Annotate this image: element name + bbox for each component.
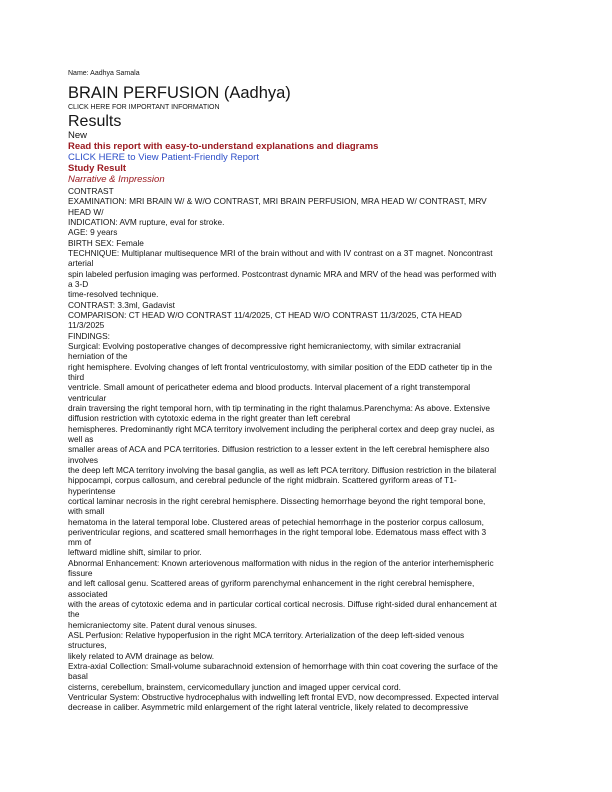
report-line: TECHNIQUE: Multiplanar multisequence MRI of the brain without and with IV contrast on a 3T magnet. Noncontrast	[68, 247, 493, 258]
report-line: Extra-axial Collection: Small-volume subarachnoid extension of hemorrhage with thin coat covering the surface of the	[68, 661, 498, 672]
report-line: periventricular regions, and scattered small hemorrhages in the right temporal lobe. Edematous mass effect with 3	[68, 526, 487, 537]
study-result-heading: Study Result	[68, 163, 127, 174]
report-line: Surgical: Evolving postoperative changes of decompressive right hemicraniectomy, with similar extracranial	[68, 340, 461, 351]
report-line: a 3-D	[68, 278, 89, 289]
report-line: hematoma in the lateral temporal lobe. Clustered areas of petechial hemorrhage in the posterior corpus callosum,	[68, 516, 484, 527]
report-line: Abnormal Enhancement: Known arteriovenous malformation with nidus in the region of the anterior interhemispheric	[68, 557, 494, 568]
report-line: basal	[68, 671, 88, 682]
report-line: ASL Perfusion: Relative hypoperfusion in the right MCA territory. Arterialization of the deep left-sided venous	[68, 630, 465, 641]
report-line: spin labeled perfusion imaging was performed. Postcontrast dynamic MRA and MRV of the head was performed with	[68, 268, 497, 279]
patient-friendly-banner: Read this report with easy-to-understand explanations and diagrams	[68, 141, 379, 152]
report-line: structures,	[68, 640, 107, 651]
report-line: AGE: 9 years	[68, 227, 118, 238]
report-line: fissure	[68, 568, 93, 579]
report-line: hemispheres. Predominantly right MCA territory involvement including the peripheral cortex and deep gray nuclei, as	[68, 423, 495, 434]
report-title: BRAIN PERFUSION (Aadhya)	[68, 84, 291, 102]
report-line: involves	[68, 454, 98, 465]
results-heading: Results	[68, 113, 122, 130]
report-line: hippocampi, corpus callosum, and cerebral peduncle of the right midbrain. Scattered gyriform areas of T1-	[68, 475, 457, 486]
result-meta-block	[68, 130, 564, 185]
report-line: arterial	[68, 258, 94, 269]
status-badge: New	[68, 130, 88, 141]
report-content	[68, 70, 564, 713]
report-line: time-resolved technique.	[68, 289, 159, 300]
report-line: ventricular	[68, 392, 107, 403]
report-line: herniation of the	[68, 351, 128, 362]
report-line: with the areas of cytotoxic edema and in particular cortical cortical necrosis. Diffuse right-sided dural enhancement at	[68, 599, 497, 610]
report-line: HEAD W/	[68, 206, 104, 217]
report-line: likely related to AVM drainage as below.	[68, 650, 215, 661]
report-line: 11/3/2025	[68, 320, 105, 331]
report-narrative	[68, 186, 564, 713]
report-line: ventricle. Small amount of pericatheter edema and blood products. Interval placement of a right transtemporal	[68, 382, 471, 393]
report-line: third	[68, 371, 85, 382]
important-information-link[interactable]: CLICK HERE FOR IMPORTANT INFORMATION	[68, 104, 220, 111]
report-line: leftward midline shift, similar to prior.	[68, 547, 202, 558]
report-line: FINDINGS:	[68, 330, 110, 341]
report-line: Ventricular System: Obstructive hydrocephalus with indwelling left frontal EVD, now decompressed. Expected interval	[68, 692, 499, 703]
report-line: the deep left MCA territory involving the basal ganglia, as well as left PCA territory. Diffusion restriction in the bilateral	[68, 464, 497, 475]
report-line: BIRTH SEX: Female	[68, 237, 144, 248]
report-line: hyperintense	[68, 485, 116, 496]
report-line: drain traversing the right temporal horn, with tip terminating in the right thalamus.Parenchyma: As above. Extensive	[68, 402, 490, 413]
report-line: right hemisphere. Evolving changes of left frontal ventriculostomy, with similar position of the EDD catheter tip in the	[68, 361, 493, 372]
report-line: with small	[68, 506, 105, 517]
report-line: diffusion restriction with cytotoxic edema in the right greater than left cerebral	[68, 413, 351, 424]
report-line: mm of	[68, 537, 92, 548]
report-line: COMPARISON: CT HEAD W/O CONTRAST 11/4/2025, CT HEAD W/O CONTRAST 11/3/2025, CTA HEAD	[68, 309, 462, 320]
report-line: CONTRAST: 3.3ml, Gadavist	[68, 299, 175, 310]
report-line: hemicraniectomy site. Patent dural venous sinuses.	[68, 619, 258, 630]
report-line: smaller areas of ACA and PCA territories. Diffusion restriction to a lesser extent in the left cerebral hemisphere also	[68, 444, 490, 455]
report-line: the	[68, 609, 80, 620]
report-line: EXAMINATION: MRI BRAIN W/ & W/O CONTRAST, MRI BRAIN PERFUSION, MRA HEAD W/ CONTRAST, MRV	[68, 196, 487, 207]
report-line: decrease in caliber. Asymmetric mild enlargement of the right lateral ventricle, likely related to decompressive	[68, 702, 469, 713]
report-line: INDICATION: AVM rupture, eval for stroke.	[68, 216, 225, 227]
narrative-impression-heading: Narrative & Impression	[68, 174, 165, 185]
report-line: cortical laminar necrosis in the right cerebral hemisphere. Dissecting hemorrhage beyond the right temporal bone,	[68, 495, 486, 506]
report-line: and left callosal genu. Scattered areas of gyriform parenchymal enhancement in the right cerebral hemisphere,	[68, 578, 475, 589]
report-line: CONTRAST	[68, 186, 114, 196]
report-line: well as	[68, 433, 94, 444]
patient-name-line: Name: Aadhya Samala	[68, 70, 140, 77]
report-line: associated	[68, 588, 108, 599]
report-line: cisterns, cerebellum, brainstem, cervicomedullary junction and imaged upper cervical cord.	[68, 681, 401, 692]
patient-friendly-report-link[interactable]: CLICK HERE to View Patient-Friendly Report	[68, 152, 259, 163]
